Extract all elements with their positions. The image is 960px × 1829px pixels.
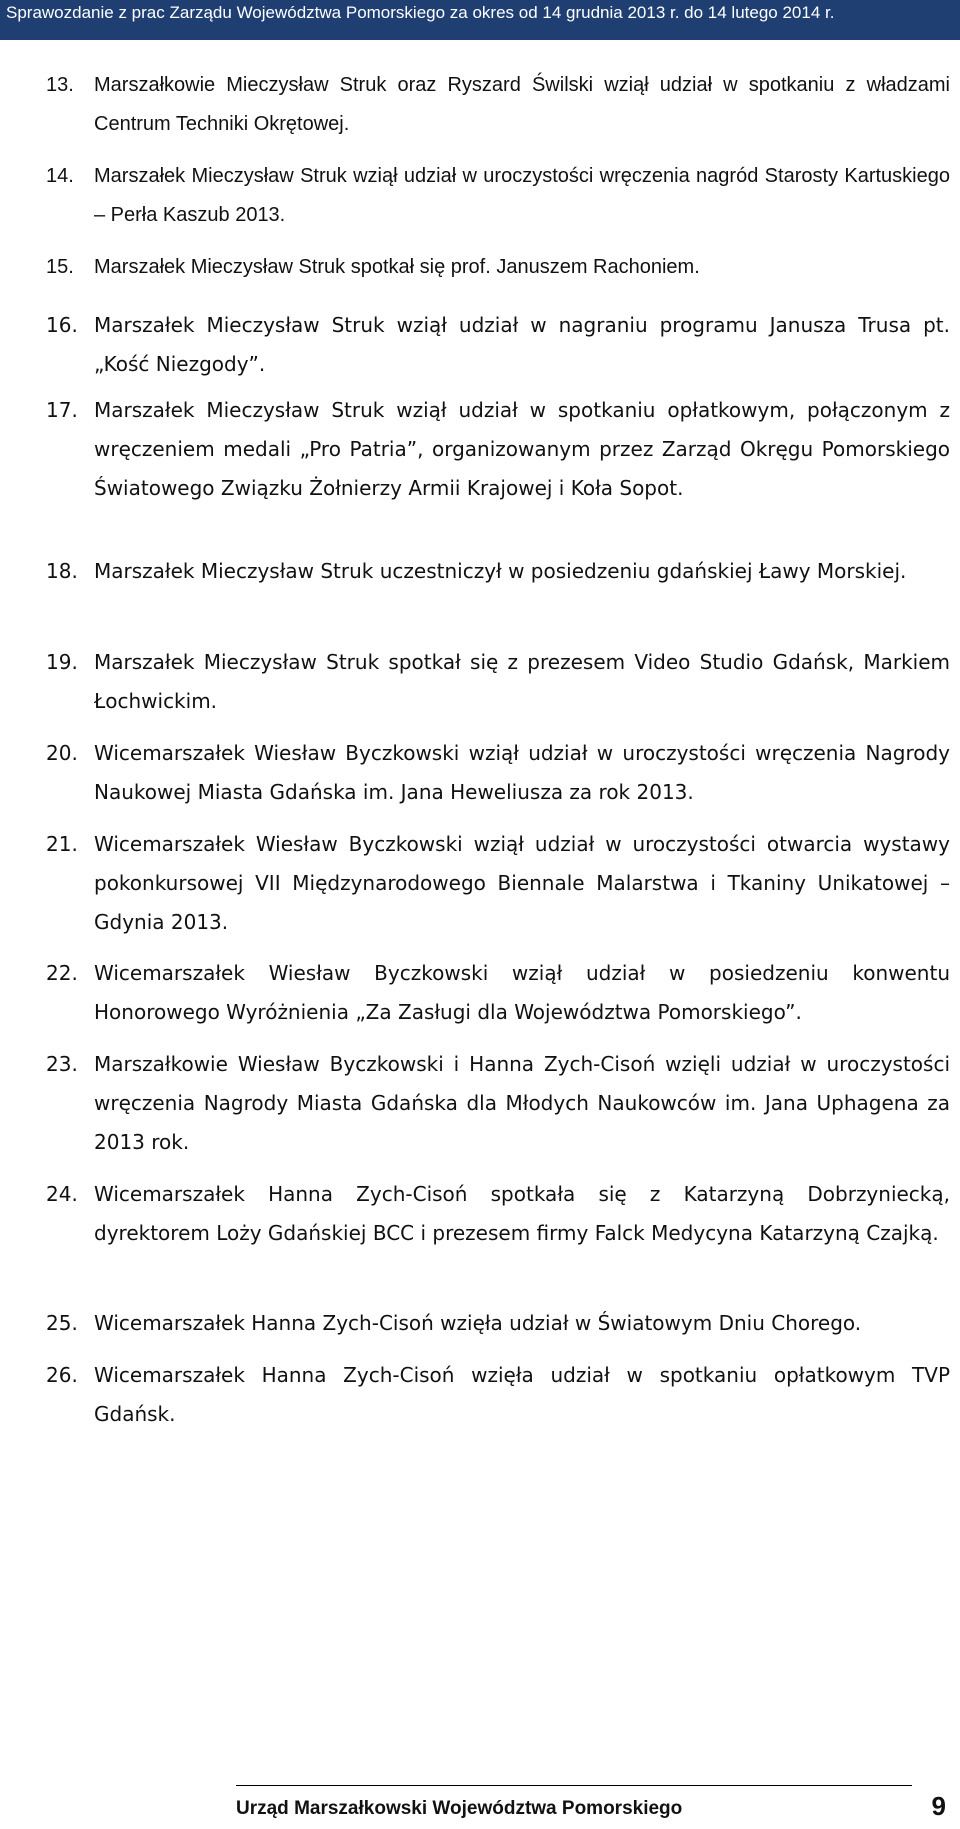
list-item-number: 19. [46, 650, 78, 674]
list-item-text: Marszałek Mieczysław Struk spotkał się prof. Januszem Rachoniem. [94, 256, 700, 278]
list-item-text: Wicemarszałek Hanna Zych-Cisoń wzięła udział w spotkaniu opłatkowym TVP Gdańsk. [94, 1363, 950, 1426]
list-item [46, 157, 950, 235]
list-item [46, 248, 950, 287]
list-item-number: 24. [46, 1182, 78, 1206]
list-item [46, 1356, 950, 1434]
list-item-number: 16. [46, 313, 78, 337]
page-number: 9 [931, 1791, 946, 1821]
list-item-number: 13. [46, 74, 74, 96]
list-item [46, 1175, 950, 1253]
list-item-text: Wicemarszałek Wiesław Byczkowski wziął udział w uroczystości wręczenia Nagrody Naukowej Miasta Gdańska im. Jana Heweliusza za rok 2013. [94, 741, 950, 804]
list-item-number: 14. [46, 165, 74, 187]
list-item-number: 21. [46, 832, 78, 856]
list-item-text: Marszałkowie Mieczysław Struk oraz Ryszard Świlski wziął udział w spotkaniu z władzami Centrum Techniki Okrętowej. [94, 74, 950, 135]
list-item-text: Marszałek Mieczysław Struk wziął udział w nagraniu programu Janusza Trusa pt. „Kość Niezgody”. [94, 313, 950, 376]
list-item [46, 306, 950, 384]
page-header [0, 0, 960, 40]
list-item [46, 954, 950, 1032]
header-title: Sprawozdanie z prac Zarządu Województwa Pomorskiego za okres od 14 grudnia 2013 r. do 14 lutego 2014 r. [6, 3, 835, 22]
list-item-number: 20. [46, 741, 78, 765]
footer-organization: Urząd Marszałkowski Województwa Pomorskiego [236, 1798, 683, 1819]
list-item-text: Wicemarszałek Hanna Zych-Cisoń spotkała się z Katarzyną Dobrzyniecką, dyrektorem Loży Gdańskiej BCC i prezesem firmy Falck Medycyna Katarzyną Czajką. [94, 1182, 950, 1245]
list-item-number: 15. [46, 256, 74, 278]
list-item-text: Marszałek Mieczysław Struk uczestniczył w posiedzeniu gdańskiej Ławy Morskiej. [94, 559, 907, 583]
list-item-text: Wicemarszałek Wiesław Byczkowski wziął udział w posiedzeniu konwentu Honorowego Wyróżnienia „Za Zasługi dla Województwa Pomorskiego”. [94, 961, 950, 1024]
list-item [46, 643, 950, 721]
list-item-text: Marszałek Mieczysław Struk wziął udział w uroczystości wręczenia nagród Starosty Kartuskiego – Perła Kaszub 2013. [94, 165, 950, 226]
list-item-text: Wicemarszałek Hanna Zych-Cisoń wzięła udział w Światowym Dniu Chorego. [94, 1311, 862, 1335]
list-item [46, 552, 950, 591]
list-item [46, 391, 950, 508]
list-item-text: Wicemarszałek Wiesław Byczkowski wziął udział w uroczystości otwarcia wystawy pokonkursowej VII Międzynarodowego Biennale Malarstwa i Tkaniny Unikatowej – Gdynia 2013. [94, 832, 950, 934]
list-item-number: 18. [46, 559, 78, 583]
list-item-text: Marszałek Mieczysław Struk wziął udział w spotkaniu opłatkowym, połączonym z wręczeniem medali „Pro Patria”, organizowanym przez Zarząd Okręgu Pomorskiego Światowego Związku Żołnierzy Armii Krajowej i Koła Sopot. [94, 398, 950, 500]
list-item-text: Marszałek Mieczysław Struk spotkał się z prezesem Video Studio Gdańsk, Markiem Łochwickim. [94, 650, 950, 713]
list-item [46, 825, 950, 942]
list-item [46, 1045, 950, 1162]
list-item [46, 734, 950, 812]
list-item-number: 17. [46, 398, 78, 422]
list-item [46, 1304, 950, 1343]
footer-divider [236, 1785, 912, 1786]
list-item [46, 66, 950, 144]
list-item-number: 22. [46, 961, 78, 985]
list-item-number: 26. [46, 1363, 78, 1387]
list-item-number: 23. [46, 1052, 78, 1076]
list-item-number: 25. [46, 1311, 78, 1335]
list-item-text: Marszałkowie Wiesław Byczkowski i Hanna Zych-Cisoń wzięli udział w uroczystości wręczenia Nagrody Miasta Gdańska dla Młodych Naukowców im. Jana Uphagena za 2013 rok. [94, 1052, 950, 1154]
